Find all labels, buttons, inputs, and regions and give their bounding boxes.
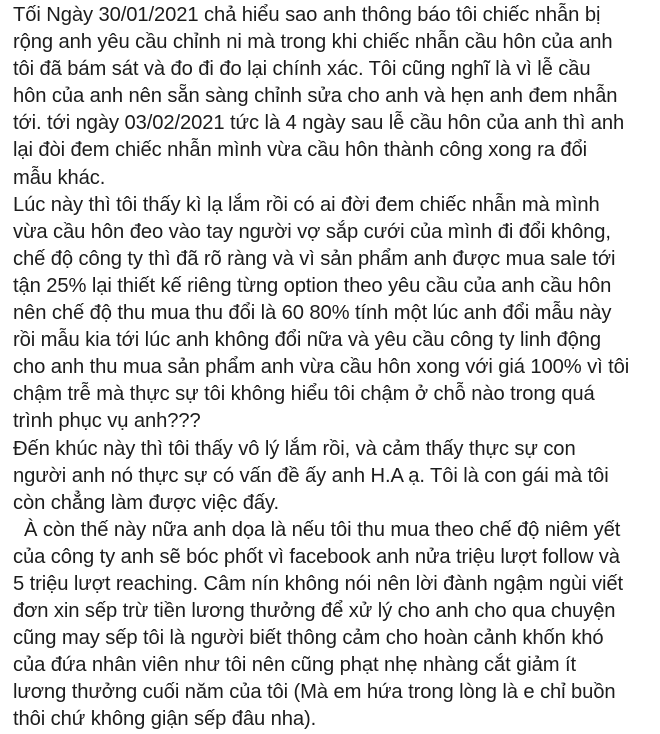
text-line: trình phục vụ anh???	[13, 410, 201, 433]
text-line: đơn xin sếp trừ tiền lương thưởng để xử lý cho anh cho qua chuyện	[13, 600, 616, 623]
text-line: người anh nó thực sự có vấn đề ấy anh H.A ạ. Tôi là con gái mà tôi	[13, 464, 609, 487]
text-line: lại đòi đem chiếc nhẫn mình vừa cầu hôn thành công xong ra đổi	[13, 139, 588, 162]
text-line: cũng may sếp tôi là người biết thông cảm cho hoàn cảnh khốn khó	[13, 627, 604, 650]
text-line: nên chế độ thu mua thu đổi là 60 80% tính một lúc anh đổi mẫu này	[13, 302, 612, 325]
text-line: tới. tới ngày 03/02/2021 tức là 4 ngày sau lễ cầu hôn của anh thì anh	[13, 112, 625, 135]
text-line: mẫu khác.	[13, 166, 106, 189]
text-line: rộng anh yêu cầu chỉnh ni mà trong khi chiếc nhẫn cầu hôn của anh	[13, 31, 613, 54]
text-line: vừa cầu hôn đeo vào tay người vợ sắp cưới của mình đi đổi không,	[13, 220, 611, 243]
text-line: cho anh thu mua sản phẩm anh vừa cầu hôn xong với giá 100% vì tôi	[13, 356, 630, 379]
text-line: chế độ công ty thì đã rõ ràng và vì sản phẩm anh được mua sale tới	[13, 247, 616, 270]
text-line: Tối Ngày 30/01/2021 chả hiểu sao anh thông báo tôi chiếc nhẫn bị	[13, 4, 601, 26]
text-line: của công ty anh sẽ bóc phốt vì facebook anh nửa triệu lượt follow và	[13, 545, 620, 568]
text-line: hôn của anh nên sẵn sàng chỉnh sửa cho anh và hẹn anh đem nhẫn	[13, 85, 618, 108]
text-line: của đứa nhân viên như tôi nên cũng phạt nhẹ nhàng cắt giảm ít	[13, 654, 577, 677]
text-line: Đến khúc này thì tôi thấy vô lý lắm rồi, và cảm thấy thực sự con	[13, 437, 576, 460]
text-line: chậm trễ mà thực sự tôi không hiểu tôi chậm ở chỗ nào trong quá	[13, 383, 595, 406]
text-line: Lúc này thì tôi thấy kì lạ lắm rồi có ai đời đem chiếc nhẫn mà mình	[13, 193, 600, 216]
text-line: rồi mẫu kia tới lúc anh không đổi nữa và yêu cầu công ty linh động	[13, 329, 602, 352]
text-line: tôi đã bám sát và đo đi đo lại chính xác. Tôi cũng nghĩ là vì lễ cầu	[13, 58, 591, 81]
text-line: 5 triệu lượt reaching. Câm nín không nói nên lời đành ngậm ngùi viết	[13, 572, 624, 595]
text-line: lương thưởng cuối năm của tôi (Mà em hứa trong lòng là e chỉ buồn	[13, 681, 616, 704]
text-line: thôi chứ không giận sếp đâu nha).	[13, 708, 317, 731]
post-text-body	[13, 2, 658, 734]
text-line: À còn thế này nữa anh dọa là nếu tôi thu mua theo chế độ niêm yết	[13, 518, 621, 541]
text-line: còn chẳng làm được việc đấy.	[13, 491, 279, 514]
text-line: tận 25% lại thiết kế riêng từng option theo yêu cầu của anh cầu hôn	[13, 274, 612, 297]
